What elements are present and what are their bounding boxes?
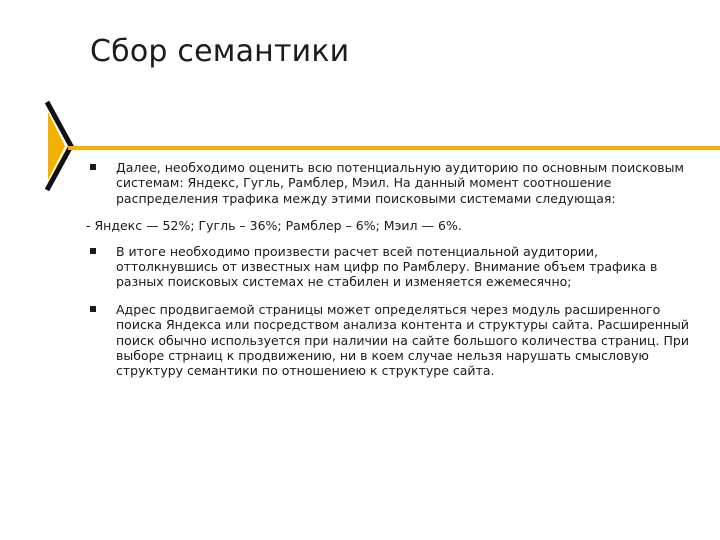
square-bullet-icon <box>90 306 96 312</box>
slide-body <box>88 160 703 391</box>
share-line: - Яндекс — 52%; Гугль – 36%; Рамблер – 6%; Мэил — 6%. <box>86 218 462 234</box>
list-item-text: Далее, необходимо оценить всю потенциальную аудиторию по основным поисковым системам: Яндекс, Гугль, Рамблер, Мэил. На данный момент соотношение распределения трафика между этими поисковыми системами следующая: <box>116 160 684 206</box>
list-item <box>88 244 703 290</box>
list-item-text: Адрес продвигаемой страницы может определяться через модуль расширенного поиска Яндекса или посредством анализа контента и структуры сайта. Расширенный поиск обычно используется при наличии на сайте большого количества страниц. При выборе стрнаиц к продвижению, ни в коем случае нельзя нарушать смысловую структуру семантики по отношениею к структуре сайта. <box>116 301 690 379</box>
list-item <box>88 302 703 379</box>
list-item <box>88 160 703 206</box>
square-bullet-icon <box>90 248 96 254</box>
accent-divider <box>68 146 720 150</box>
list-item-text: В итоге необходимо произвести расчет всей потенциальной аудитории, оттолкнувшись от известных нам цифр по Рамблеру. Внимание объем трафика в разных поисковых системах не стабилен и изменяется ежемесячно; <box>116 243 658 290</box>
page-title: Сбор семантики <box>90 34 350 69</box>
square-bullet-icon <box>90 164 96 170</box>
